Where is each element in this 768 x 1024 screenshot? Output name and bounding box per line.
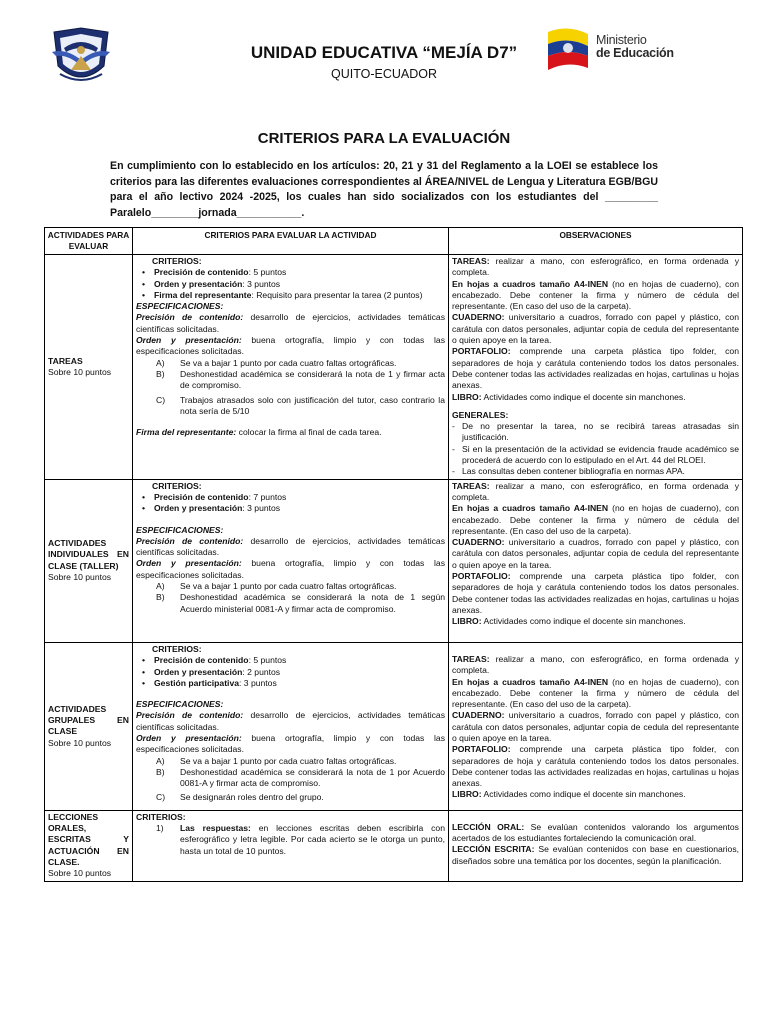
- criteria-cell: [133, 479, 449, 642]
- table-header-row: [45, 228, 743, 255]
- document-title: CRITERIOS PARA LA EVALUACIÓN: [257, 130, 511, 147]
- header-activities: ACTIVIDADES PARA EVALUAR: [45, 228, 133, 255]
- rules-list: [136, 823, 445, 857]
- activity-name: ACTIVIDADES GRUPALES EN CLASE: [48, 703, 129, 737]
- obs-item: TAREAS: realizar a mano, con esferográfico, en forma ordenada y completa.: [452, 256, 739, 278]
- obs-item: PORTAFOLIO: comprende una carpeta plástica tipo folder, con separadores de hoja y carátula conteniendo todos los datos personales. Debe contener todas las actividades realizadas en hojas, cartulinas u hojas anexas.: [452, 744, 739, 789]
- obs-item: En hojas a cuadros tamaño A4-INEN (no en hojas de cuaderno), con encabezado. Debe contener la firma y número de cédula del representante. (En caso del uso de la carpeta).: [452, 278, 739, 312]
- criteria-label: CRITERIOS:: [136, 811, 186, 822]
- activity-score: Sobre 10 puntos: [48, 737, 112, 748]
- spec-item: Precisión de contenido: desarrollo de ejercicios, actividades temáticas científicas solicitadas.: [136, 535, 445, 558]
- observations-cell: [449, 810, 743, 881]
- obs-item: LECCIÓN ESCRITA: Se evalúan contenidos con base en cuestionarios, diseñados sobre una temática por los docentes, según la planificación.: [452, 844, 739, 866]
- school-title: UNIDAD EDUCATIVA “MEJÍA D7”: [250, 43, 518, 62]
- activity-score: Sobre 10 puntos: [48, 868, 112, 879]
- list-item: • Precisión de contenido: 5 puntos: [142, 655, 445, 666]
- activity-score: Sobre 10 puntos: [48, 572, 112, 583]
- obs-item: PORTAFOLIO: comprende una carpeta plástica tipo folder, con separadores de hoja y carátula conteniendo todos los datos personales. Debe contener todas las actividades realizadas en hojas, cartulinas u hojas anexas.: [452, 346, 739, 391]
- criteria-cell: [133, 255, 449, 480]
- obs-item: LIBRO: Actividades como indique el docente sin manchones.: [452, 391, 686, 402]
- ministry-of-education-logo: [544, 26, 684, 74]
- activity-cell: [45, 255, 133, 480]
- criteria-label: CRITERIOS:: [152, 643, 202, 654]
- list-item: A) Se va a bajar 1 punto por cada cuatro faltas ortográficas.: [156, 581, 397, 592]
- list-item: C) Se designarán roles dentro del grupo.: [156, 792, 324, 803]
- criteria-cell: [133, 642, 449, 810]
- observations-cell: [449, 642, 743, 810]
- spec-item: Orden y presentación: buena ortografía, limpio y con todas las especificaciones solicitadas.: [136, 335, 445, 357]
- criteria-cell: [133, 810, 449, 881]
- list-item: A) Se va a bajar 1 punto por cada cuatro faltas ortográficas.: [156, 357, 397, 368]
- table-row: [45, 255, 743, 480]
- list-item: B) Deshonestidad académica se considerará la nota de 1 según Acuerdo ministerial 0081-A y firmar acta de compromiso.: [156, 592, 445, 614]
- activity-cell: [45, 479, 133, 642]
- activity-name: LECCIONES ORALES, ESCRITAS Y ACTUACIÓN EN CLASE.: [48, 811, 129, 867]
- criteria-label: CRITERIOS:: [152, 480, 202, 491]
- observations-cell: [449, 255, 743, 480]
- specifications-label: ESPECIFICACIONES:: [136, 524, 224, 535]
- signature-note: Firma del representante: colocar la firma al final de cada tarea.: [136, 427, 382, 438]
- obs-item: LECCIÓN ORAL: Se evalúan contenidos valorando los argumentos acertados de los estudiantes fortaleciendo la comunicación oral.: [452, 821, 739, 844]
- list-item: 1) Las respuestas: en lecciones escritas deben escribirla con esferográfico y letra legible. Por cada acierto se le otorga un punto, hasta un total de 10 puntos.: [156, 823, 445, 856]
- list-item: • Orden y presentación: 3 puntos: [142, 503, 445, 514]
- table-row: [45, 642, 743, 810]
- obs-item: LIBRO: Actividades como indique el docente sin manchones.: [452, 789, 686, 800]
- list-item: - Si en la presentación de la actividad se evidencia fraude académico se procederá de acuerdo con lo estipulado en el Art. 44 del RLOEI.: [452, 443, 739, 466]
- obs-item: En hojas a cuadros tamaño A4-INEN (no en hojas de cuaderno), con encabezado. Debe contener la firma y número de cédula del representante. (En caso del uso de la carpeta).: [452, 503, 739, 536]
- school-location: QUITO-ECUADOR: [330, 67, 438, 81]
- spec-item: Precisión de contenido: desarrollo de ejercicios, actividades temáticas científicas solicitadas.: [136, 312, 445, 334]
- header-criteria: CRITERIOS PARA EVALUAR LA ACTIVIDAD: [133, 228, 449, 255]
- activity-name: ACTIVIDADES INDIVIDUALES EN CLASE (TALLER): [48, 538, 129, 571]
- list-item: • Firma del representante: Requisito para presentar la tarea (2 puntos): [142, 290, 445, 301]
- header-observations: OBSERVACIONES: [449, 228, 743, 255]
- list-item: - Las consultas deben contener bibliografía en normas APA.: [452, 466, 685, 477]
- obs-item: PORTAFOLIO: comprende una carpeta plástica tipo folder, con separadores de hoja y carátula conteniendo todos los datos personales. Debe contener todas las actividades realizadas en hojas, cartulinas u hojas anexas.: [452, 571, 739, 615]
- list-item: • Orden y presentación: 2 puntos: [142, 667, 445, 678]
- list-item: • Precisión de contenido: 7 puntos: [142, 492, 445, 503]
- rules-list: [136, 581, 445, 615]
- rules-list: [136, 358, 445, 417]
- list-item: • Gestión participativa: 3 puntos: [142, 678, 445, 689]
- evaluation-criteria-table: [44, 227, 743, 882]
- ecuador-flag-emblem: [544, 26, 592, 74]
- general-list: [452, 421, 739, 477]
- obs-item: TAREAS: realizar a mano, con esferográfico, en forma ordenada y completa.: [452, 653, 739, 676]
- obs-item: CUADERNO: universitario a cuadros, forrado con papel y plástico, con carátula con datos personales, adjuntar copia de cedula del representante o quien apoye en la tarea.: [452, 312, 739, 346]
- obs-item: CUADERNO: universitario a cuadros, forrado con papel y plástico, con carátula con datos personales, adjuntar copia de cedula del representante o quien apoye en la tarea.: [452, 537, 739, 570]
- spec-item: Orden y presentación: buena ortografía, limpio y con todas las especificaciones solicitadas.: [136, 732, 445, 755]
- specifications-label: ESPECIFICACIONES:: [136, 301, 224, 312]
- obs-item: TAREAS: realizar a mano, con esferográfico, en forma ordenada y completa.: [452, 480, 739, 502]
- activity-name: TAREAS: [48, 355, 83, 366]
- specifications-label: ESPECIFICACIONES:: [136, 699, 224, 710]
- list-item: B) Deshonestidad académica se considerará la nota de 1 y firmar acta de compromiso.: [156, 368, 445, 391]
- obs-item: CUADERNO: universitario a cuadros, forrado con papel y plástico, con carátula con datos personales, adjuntar copia de cedula del representante o quien apoye en la tarea.: [452, 710, 739, 743]
- intro-paragraph: En cumplimiento con lo establecido en los artículos: 20, 21 y 31 del Reglamento a la LOEI se establece los criterios para las diferentes evaluaciones correspondientes al ÁREA/NIVEL de Lengua y Literatura EGB/BGU para el año lectivo 2024 -2025, los cuales han sido socializados con los estudiantes del _________ Paralelo________jornada___________.: [110, 160, 658, 219]
- list-item: C) Trabajos atrasados solo con justificación del tutor, caso contrario la nota sería de 5/10: [156, 394, 445, 416]
- table-row: [45, 810, 743, 881]
- list-item: • Precisión de contenido: 5 puntos: [142, 267, 445, 278]
- ministry-wordmark: [596, 34, 674, 60]
- criteria-list: [136, 267, 445, 301]
- criteria-label: CRITERIOS:: [152, 256, 202, 266]
- activity-score: Sobre 10 puntos: [48, 366, 112, 377]
- spec-item: Orden y presentación: buena ortografía, limpio y con todas las especificaciones solicitadas.: [136, 558, 445, 580]
- observations-cell: [449, 479, 743, 642]
- obs-item: En hojas a cuadros tamaño A4-INEN (no en hojas de cuaderno), con encabezado. Debe contener la firma y número de cédula del representante. (En caso del uso de la carpeta).: [452, 676, 739, 710]
- rules-list: [136, 756, 445, 804]
- obs-item: LIBRO: Actividades como indique el docente sin manchones.: [452, 616, 686, 627]
- list-item: - De no presentar la tarea, no se recibirá tareas atrasadas sin justificación.: [452, 421, 739, 443]
- ministry-line-1: Ministerio: [596, 33, 647, 47]
- ministry-line-2: de Educación: [596, 46, 674, 60]
- list-item: • Orden y presentación: 3 puntos: [142, 279, 445, 290]
- activity-cell: [45, 810, 133, 881]
- activity-cell: [45, 642, 133, 810]
- list-item: A) Se va a bajar 1 punto por cada cuatro faltas ortográficas.: [156, 755, 397, 766]
- criteria-list: [136, 655, 445, 689]
- criteria-list: [136, 492, 445, 515]
- table-row: [45, 479, 743, 642]
- general-label: GENERALES:: [452, 409, 509, 420]
- list-item: B) Deshonestidad académica se considerará la nota de 1 por Acuerdo 0081-A y firmar acta de compromiso.: [156, 766, 445, 789]
- spec-item: Precisión de contenido: desarrollo de ejercicios, actividades temáticas científicas solicitadas.: [136, 710, 445, 732]
